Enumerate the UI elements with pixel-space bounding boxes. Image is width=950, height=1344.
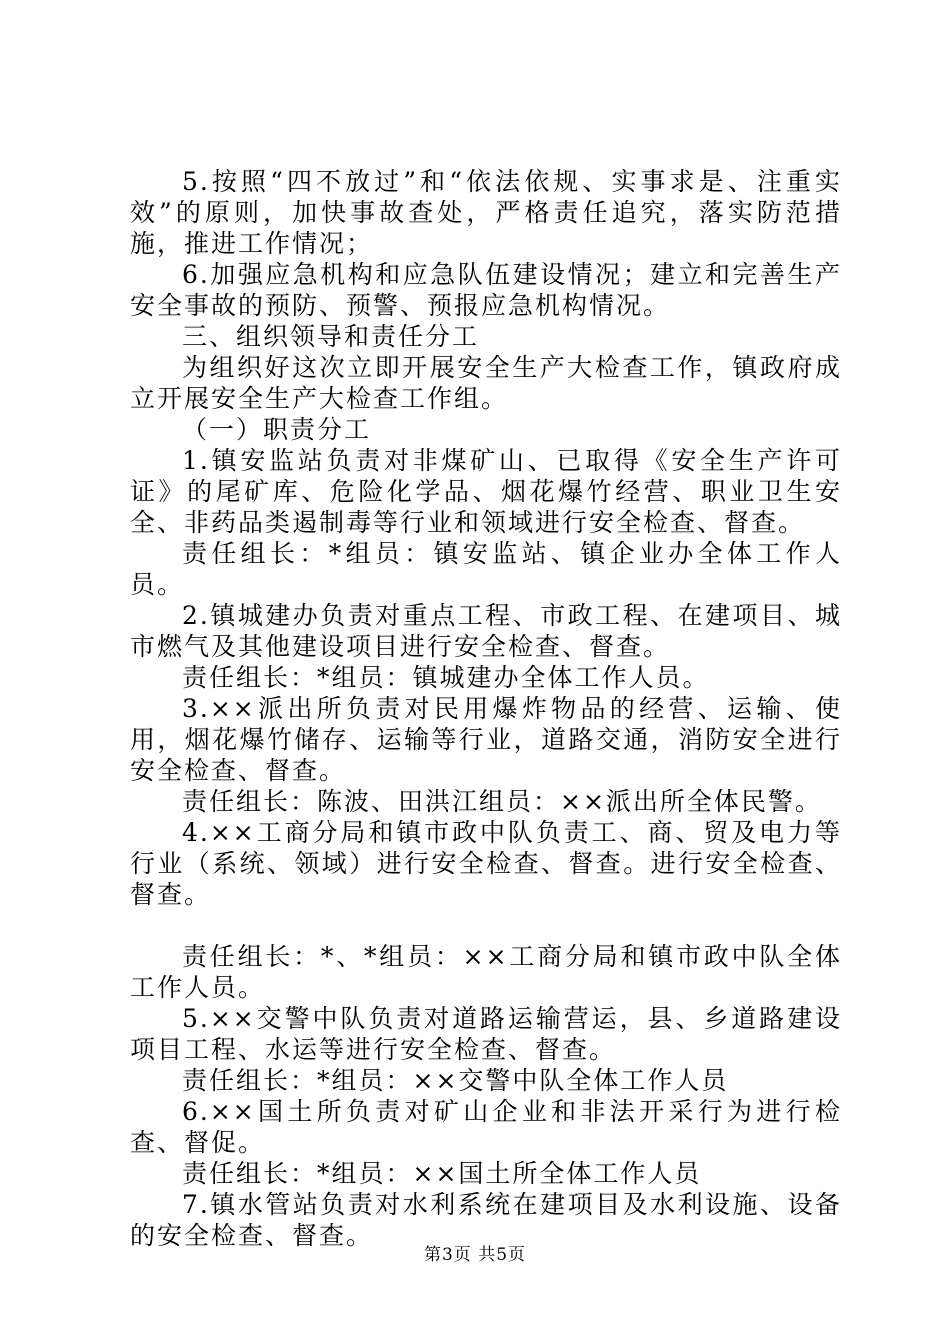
paragraph-workgroup: 为组织好这次立即开展安全生产大检查工作，镇政府成立开展安全生产大检查工作组。 (130, 353, 842, 413)
page-footer: 第3页 共5页 (423, 1245, 527, 1265)
leader-line-2: 责任组长：*组员：镇城建办全体工作人员。 (182, 663, 710, 692)
blank-line (130, 910, 842, 941)
leader-line-1: 责任组长：*组员：镇安监站、镇企业办全体工作人员。 (130, 539, 842, 599)
section-heading-organization: 三、组织领导和责任分工 (182, 322, 480, 351)
leader-line-3: 责任组长：陈波、田洪江组员：××派出所全体民警。 (182, 787, 822, 816)
paragraph-item-5: 5.按照“四不放过”和“依法依规、实事求是、注重实效”的原则，加快事故查处，严格责任追究，落实防范措施，推进工作情况； (130, 167, 842, 258)
subheading-duties: （一）职责分工 (182, 415, 372, 444)
duty-item-2: 2.镇城建办负责对重点工程、市政工程、在建项目、城市燃气及其他建设项目进行安全检查、督查。 (130, 601, 842, 661)
leader-line-6: 责任组长：*组员：××国土所全体工作人员 (182, 1159, 702, 1188)
duty-item-3: 3.××派出所负责对民用爆炸物品的经营、运输、使用，烟花爆竹储存、运输等行业，道路交通，消防安全进行安全检查、督查。 (130, 694, 842, 785)
paragraph-item-6: 6.加强应急机构和应急队伍建设情况；建立和完善生产安全事故的预防、预警、预报应急机构情况。 (130, 260, 842, 320)
duty-item-6: 6.××国土所负责对矿山企业和非法开采行为进行检查、督促。 (130, 1097, 842, 1157)
duty-item-4: 4.××工商分局和镇市政中队负责工、商、贸及电力等行业（系统、领域）进行安全检查、督查。进行安全检查、督查。 (130, 818, 842, 909)
duty-item-5: 5.××交警中队负责对道路运输营运，县、乡道路建设项目工程、水运等进行安全检查、督查。 (130, 1004, 842, 1064)
duty-item-1: 1.镇安监站负责对非煤矿山、已取得《安全生产许可证》的尾矿库、危险化学品、烟花爆竹经营、职业卫生安全、非药品类遏制毒等行业和领域进行安全检查、督查。 (130, 446, 842, 537)
duty-item-7: 7.镇水管站负责对水利系统在建项目及水利设施、设备的安全检查、督查。 (130, 1190, 842, 1250)
document-body (130, 166, 842, 1251)
leader-line-4: 责任组长：*、*组员：××工商分局和镇市政中队全体工作人员。 (130, 942, 842, 1002)
leader-line-5: 责任组长：*组员：××交警中队全体工作人员 (182, 1066, 729, 1095)
